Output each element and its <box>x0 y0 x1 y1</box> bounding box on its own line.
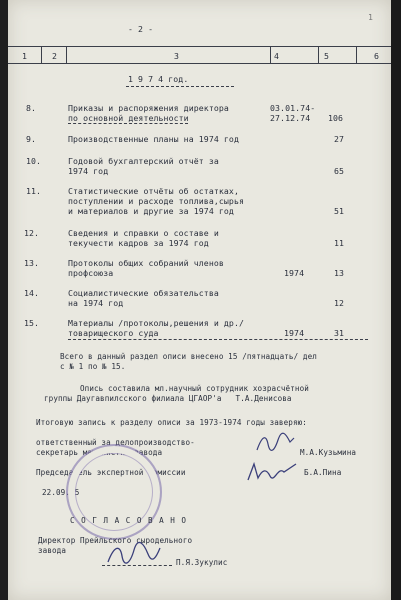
entry-8-number: 8. <box>26 103 37 113</box>
responsible-signature <box>254 430 298 456</box>
entry-12-count: 11 <box>334 238 345 248</box>
column-header-5: 5 <box>324 51 330 61</box>
entry-9-number: 9. <box>26 134 37 144</box>
entry-9-count: 27 <box>334 134 345 144</box>
summary-line-1: Всего в данный раздел описи внесено 15 /пятнадцать/ дел <box>60 352 317 361</box>
archive-inventory-page <box>8 0 391 600</box>
commission-signature <box>244 458 302 486</box>
final-note: Итоговую запись к разделу описи за 1973-1974 годы заверяю: <box>36 418 307 427</box>
commission-name: Б.А.Пина <box>304 468 342 477</box>
entry-15-line-1: Материалы /протоколы,решения и др./ <box>68 318 245 328</box>
entry-8-date-start: 03.01.74- <box>270 103 316 113</box>
approval-signature <box>104 538 164 568</box>
approval-line-2: завода <box>38 546 67 555</box>
entry-13-line-2: профсоюза <box>68 268 114 278</box>
entry-15-line-2: товарищеского суда <box>68 328 159 338</box>
scan-right-edge <box>391 0 401 600</box>
entry-15-count: 31 <box>334 328 345 338</box>
entry-13-count: 13 <box>334 268 345 278</box>
date: 22.09.75 <box>42 488 80 497</box>
commission-label: Председатель экспертной комиссии <box>36 468 186 477</box>
responsible-name: М.А.Кузьмина <box>300 448 357 457</box>
entry-14-count: 12 <box>334 298 345 308</box>
entry-11-line-1: Статистические отчёты об остатках, <box>68 186 239 196</box>
entry-15-number: 15. <box>24 318 40 328</box>
entry-9-line-1: Производственные планы на 1974 год <box>68 134 239 144</box>
entry-12-number: 12. <box>24 228 40 238</box>
entry-15-date: 1974 <box>284 328 305 338</box>
compiled-line-1: Опись составила мл.научный сотрудник хозрасчётной <box>80 384 309 393</box>
year-heading: 1 9 7 4 год. <box>128 74 189 84</box>
entry-8-count: 106 <box>328 113 344 123</box>
entry-11-line-3: и материалов и другие за 1974 год <box>68 206 234 216</box>
entry-14-line-1: Социалистические обязательства <box>68 288 219 298</box>
entry-12-line-2: текучести кадров за 1974 год <box>68 238 209 248</box>
entry-11-count: 51 <box>334 206 345 216</box>
page-number: - 2 - <box>128 24 154 34</box>
column-header-1: 1 <box>22 51 28 61</box>
entry-11-number: 11. <box>26 186 42 196</box>
approval-line-1: Директор Прейльского сыродельного <box>38 536 193 545</box>
scan-left-edge <box>0 0 8 600</box>
entry-10-line-1: Годовой бухгалтерский отчёт за <box>68 156 219 166</box>
entry-8-line-1: Приказы и распоряжения директора <box>68 103 229 113</box>
summary-line-2: с № 1 по № 15. <box>60 362 126 371</box>
entry-13-line-1: Протоколы общих собраний членов <box>68 258 224 268</box>
table-header-rule <box>8 63 391 64</box>
column-header-6: 6 <box>374 51 380 61</box>
entry-14-line-2: на 1974 год <box>68 298 124 308</box>
entry-13-number: 13. <box>24 258 40 268</box>
compiled-line-2: группы Даугавпилсского филиала ЦГАОР'а Т.А.Денисова <box>44 394 292 403</box>
responsible-line-2: секретарь машинистка завода <box>36 448 163 457</box>
entry-10-count: 65 <box>334 166 345 176</box>
entry-10-number: 10. <box>26 156 42 166</box>
column-header-3: 3 <box>174 51 180 61</box>
entry-13-date: 1974 <box>284 268 305 278</box>
responsible-line-1: ответственный за делопроизводство- <box>36 438 195 447</box>
approval-title: С О Г Л А С О В А Н О <box>70 516 188 525</box>
approval-name: П.Я.Зукулис <box>176 558 228 567</box>
entry-14-number: 14. <box>24 288 40 298</box>
column-header-2: 2 <box>52 51 58 61</box>
entry-8-line-2: по основной деятельности <box>68 113 189 123</box>
entry-12-line-1: Сведения и справки о составе и <box>68 228 219 238</box>
column-header-4: 4 <box>274 51 280 61</box>
entry-10-line-2: 1974 год <box>68 166 109 176</box>
corner-mark: 1 <box>368 12 374 22</box>
entry-8-date-end: 27.12.74 <box>270 113 311 123</box>
entry-11-line-2: поступлении и расходе топлива,сырья <box>68 196 245 206</box>
